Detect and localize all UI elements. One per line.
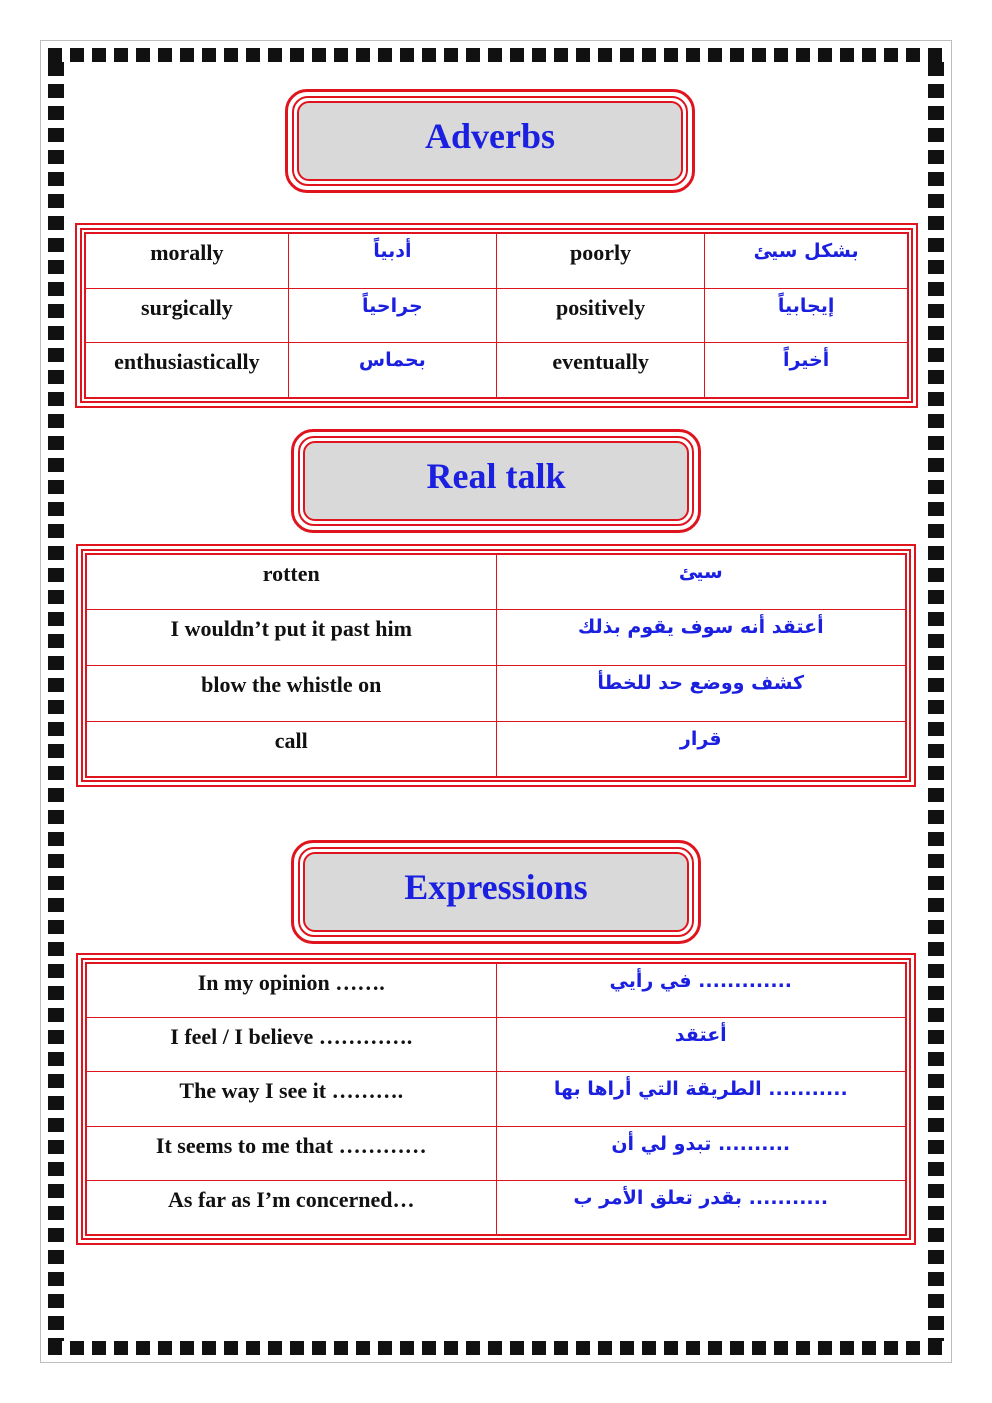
adverbs-table — [75, 223, 918, 408]
expression-en: In my opinion ……. — [87, 964, 496, 1018]
adverb-en: eventually — [496, 343, 704, 397]
expressions-table — [76, 953, 916, 1245]
expressions-title: Expressions — [303, 852, 689, 932]
table-row — [87, 1018, 905, 1072]
table-row — [86, 288, 907, 343]
adverb-ar: بحماس — [288, 343, 496, 397]
adverb-ar: جراحياً — [288, 288, 496, 343]
phrase-en: I wouldn’t put it past him — [87, 610, 496, 666]
expression-ar: أعتقد — [496, 1018, 905, 1072]
expression-en: It seems to me that ………… — [87, 1126, 496, 1180]
expression-ar: تبدو لي أن .......... — [496, 1126, 905, 1180]
frame-right-pattern — [928, 62, 944, 1341]
phrase-en: blow the whistle on — [87, 665, 496, 721]
table-row — [87, 721, 905, 776]
adverb-ar: بشكل سيئ — [705, 234, 907, 288]
phrase-ar: قرار — [496, 721, 905, 776]
table-row — [87, 1072, 905, 1126]
table-row — [87, 964, 905, 1018]
adverbs-title: Adverbs — [297, 101, 683, 181]
phrase-en: rotten — [87, 555, 496, 610]
expression-en: I feel / I believe …………. — [87, 1018, 496, 1072]
adverb-en: enthusiastically — [86, 343, 288, 397]
real-talk-table — [76, 544, 916, 787]
table-row — [87, 665, 905, 721]
phrase-ar: سيئ — [496, 555, 905, 610]
phrase-en: call — [87, 721, 496, 776]
table-row — [87, 1126, 905, 1180]
frame-bottom-pattern — [48, 1341, 944, 1355]
phrase-ar: كشف ووضع حد للخطأ — [496, 665, 905, 721]
table-row — [86, 234, 907, 288]
adverb-en: positively — [496, 288, 704, 343]
adverb-en: poorly — [496, 234, 704, 288]
table-row — [86, 343, 907, 397]
table-row — [87, 555, 905, 610]
adverb-ar: أدبياً — [288, 234, 496, 288]
expression-ar: الطريقة التي أراها بها ........... — [496, 1072, 905, 1126]
frame-left-pattern — [48, 62, 64, 1341]
real-talk-title-box — [291, 429, 701, 533]
expression-ar: في رأيي ............. — [496, 964, 905, 1018]
adverbs-title-box — [285, 89, 695, 193]
table-row — [87, 610, 905, 666]
adverb-en: morally — [86, 234, 288, 288]
adverb-ar: إيجابياً — [705, 288, 907, 343]
phrase-ar: أعتقد أنه سوف يقوم بذلك — [496, 610, 905, 666]
real-talk-title: Real talk — [303, 441, 689, 521]
adverb-ar: أخيراً — [705, 343, 907, 397]
expression-en: The way I see it ………. — [87, 1072, 496, 1126]
expression-ar: بقدر تعلق الأمر ب ........... — [496, 1180, 905, 1234]
frame-top-pattern — [48, 48, 944, 62]
adverb-en: surgically — [86, 288, 288, 343]
table-row — [87, 1180, 905, 1234]
expression-en: As far as I’m concerned… — [87, 1180, 496, 1234]
expressions-title-box — [291, 840, 701, 944]
